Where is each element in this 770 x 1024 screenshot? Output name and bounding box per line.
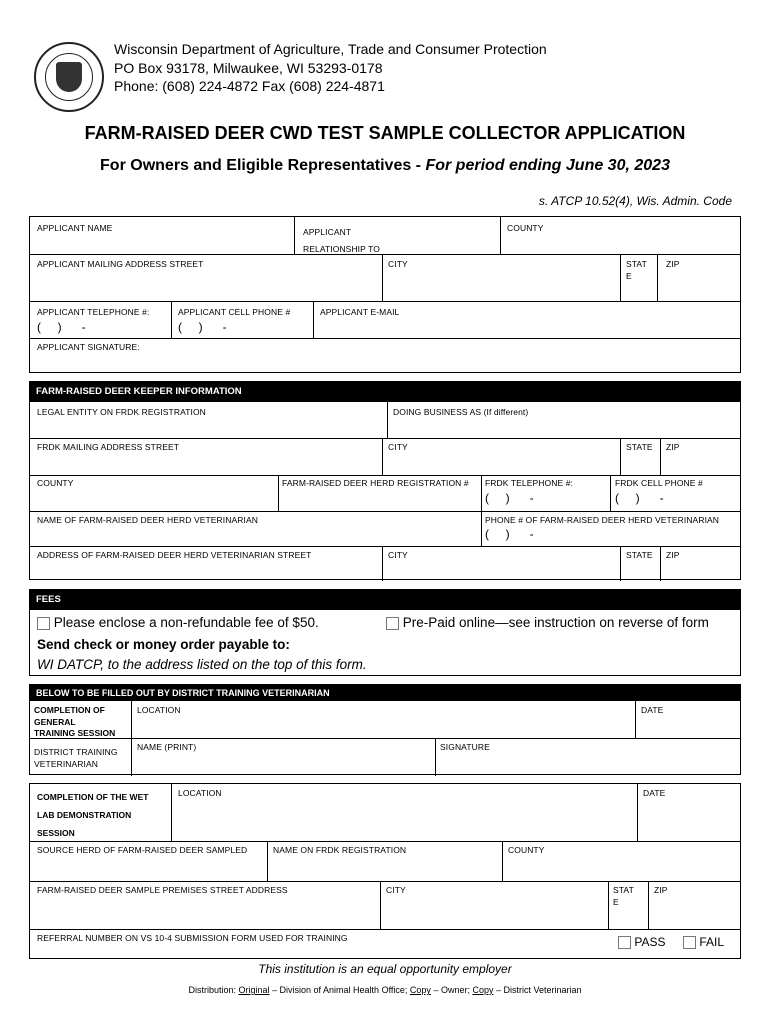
fee-check-checkbox[interactable] xyxy=(37,617,50,630)
fees-header: FEES xyxy=(30,590,740,610)
fail-checkbox[interactable] xyxy=(683,936,696,949)
agency-name: Wisconsin Department of Agriculture, Trade and Consumer Protection xyxy=(114,41,547,57)
keeper-section xyxy=(29,381,741,580)
fee-option-online xyxy=(386,615,709,630)
legal-entity-field[interactable]: LEGAL ENTITY ON FRDK REGISTRATION xyxy=(37,407,206,417)
applicant-telephone-label: APPLICANT TELEPHONE #: xyxy=(37,307,150,317)
applicant-state-field[interactable]: E xyxy=(626,271,632,281)
general-date-field[interactable]: DATE xyxy=(641,705,664,715)
wetlab-label-1: COMPLETION OF THE WET xyxy=(37,792,149,802)
fail-option xyxy=(683,935,724,949)
general-session-label-2: GENERAL xyxy=(34,717,76,727)
applicant-signature-field[interactable]: APPLICANT SIGNATURE: xyxy=(37,342,140,352)
payee-text: WI DATCP, to the address listed on the top of this form. xyxy=(37,657,367,672)
vet-phone-label: PHONE # OF FARM-RAISED DEER HERD VETERINARIAN xyxy=(485,515,720,525)
applicant-cell-label: APPLICANT CELL PHONE # xyxy=(178,307,291,317)
premises-state-field[interactable]: E xyxy=(613,897,619,907)
vet-signature-field[interactable]: SIGNATURE xyxy=(440,742,490,752)
form-title: FARM-RAISED DEER CWD TEST SAMPLE COLLECTOR APPLICATION xyxy=(84,123,686,143)
frdk-address-field[interactable]: FRDK MAILING ADDRESS STREET xyxy=(37,442,180,452)
vet-address-field[interactable]: ADDRESS OF FARM-RAISED DEER HERD VETERINARIAN STREET xyxy=(37,550,312,560)
fees-section xyxy=(29,589,741,676)
wetlab-location-field[interactable]: LOCATION xyxy=(178,788,222,798)
fail-label: FAIL xyxy=(699,935,725,949)
general-session-label-1: COMPLETION OF xyxy=(34,705,105,715)
pass-label: PASS xyxy=(634,935,666,949)
district-vet-label-1: DISTRICT TRAINING xyxy=(34,747,118,757)
frdk-state-field[interactable]: STATE xyxy=(626,442,653,452)
frdk-county-field[interactable]: COUNTY xyxy=(37,478,74,488)
vet-zip-field[interactable]: ZIP xyxy=(666,550,680,560)
applicant-state-label-1: STAT xyxy=(626,259,647,269)
vet-name-field[interactable]: NAME OF FARM-RAISED DEER HERD VETERINARIAN xyxy=(37,515,258,525)
frdk-zip-field[interactable]: ZIP xyxy=(666,442,680,452)
referral-number-field[interactable]: REFERRAL NUMBER ON VS 10-4 SUBMISSION FORM USED FOR TRAINING xyxy=(37,933,348,943)
equal-opportunity-statement: This institution is an equal opportunity employer xyxy=(258,962,512,976)
applicant-address-field[interactable]: APPLICANT MAILING ADDRESS STREET xyxy=(37,259,204,269)
vet-name-print-field[interactable]: NAME (PRINT) xyxy=(137,742,197,752)
payable-instruction: Send check or money order payable to: xyxy=(37,637,290,652)
frdk-city-field[interactable]: CITY xyxy=(388,442,408,452)
fee-online-checkbox[interactable] xyxy=(386,617,399,630)
district-header: BELOW TO BE FILLED OUT BY DISTRICT TRAINING VETERINARIAN xyxy=(30,685,740,701)
applicant-county-field[interactable]: COUNTY xyxy=(507,223,544,233)
frdk-cell-field[interactable]: ( ) - xyxy=(615,491,664,505)
fee-check-label: Please enclose a non-refundable fee of $50. xyxy=(53,615,319,630)
applicant-email-field[interactable]: APPLICANT E-MAIL xyxy=(320,307,400,317)
wetlab-date-field[interactable]: DATE xyxy=(643,788,666,798)
applicant-zip-field[interactable]: ZIP xyxy=(666,259,680,269)
premises-city-field[interactable]: CITY xyxy=(386,885,406,895)
general-location-field[interactable]: LOCATION xyxy=(137,705,181,715)
dba-field[interactable]: DOING BUSINESS AS (If different) xyxy=(393,407,529,417)
vet-phone-field[interactable]: ( ) - xyxy=(485,527,534,541)
herd-registration-field[interactable]: FARM-RAISED DEER HERD REGISTRATION # xyxy=(282,478,469,488)
wetlab-label-2: LAB DEMONSTRATION xyxy=(37,810,132,820)
applicant-name-field[interactable]: APPLICANT NAME xyxy=(37,223,113,233)
frdk-cell-label: FRDK CELL PHONE # xyxy=(615,478,703,488)
relationship-field[interactable]: RELATIONSHIP TO xyxy=(303,244,380,254)
distribution-line: Distribution: Original – Division of Animal Health Office; Copy – Owner; Copy – District Veterinarian xyxy=(188,985,582,995)
fee-option-check xyxy=(37,615,319,630)
form-subtitle: For Owners and Eligible Representatives - For period ending June 30, 2023 xyxy=(100,157,670,174)
relationship-label-1: APPLICANT xyxy=(303,227,352,237)
general-session-label-3: TRAINING SESSION xyxy=(34,728,116,738)
state-seal-icon xyxy=(34,42,104,112)
district-vet-label-2: VETERINARIAN xyxy=(34,759,99,769)
premises-zip-field[interactable]: ZIP xyxy=(654,885,668,895)
keeper-header: FARM-RAISED DEER KEEPER INFORMATION xyxy=(30,382,740,402)
vet-city-field[interactable]: CITY xyxy=(388,550,408,560)
fee-online-label: Pre-Paid online—see instruction on reverse of form xyxy=(402,615,709,630)
pass-option xyxy=(618,935,665,949)
source-herd-field[interactable]: SOURCE HERD OF FARM-RAISED DEER SAMPLED xyxy=(37,845,248,855)
vet-state-field[interactable]: STATE xyxy=(626,550,653,560)
code-reference: s. ATCP 10.52(4), Wis. Admin. Code xyxy=(538,194,732,208)
premises-state-label-1: STAT xyxy=(613,885,634,895)
district-section xyxy=(29,684,741,775)
frdk-telephone-label: FRDK TELEPHONE #: xyxy=(485,478,573,488)
name-frdk-field[interactable]: NAME ON FRDK REGISTRATION xyxy=(273,845,407,855)
agency-contact: Phone: (608) 224-4872 Fax (608) 224-4871 xyxy=(114,78,385,94)
pass-checkbox[interactable] xyxy=(618,936,631,949)
applicant-city-field[interactable]: CITY xyxy=(388,259,408,269)
wetlab-section xyxy=(29,783,741,959)
wetlab-county-field[interactable]: COUNTY xyxy=(508,845,545,855)
applicant-section xyxy=(29,216,741,373)
applicant-cell-field[interactable]: ( ) - xyxy=(178,320,227,334)
frdk-telephone-field[interactable]: ( ) - xyxy=(485,491,534,505)
premises-address-field[interactable]: FARM-RAISED DEER SAMPLE PREMISES STREET ADDRESS xyxy=(37,885,288,895)
applicant-telephone-field[interactable]: ( ) - xyxy=(37,320,86,334)
wetlab-label-3: SESSION xyxy=(37,828,75,838)
agency-address: PO Box 93178, Milwaukee, WI 53293-0178 xyxy=(114,60,383,76)
